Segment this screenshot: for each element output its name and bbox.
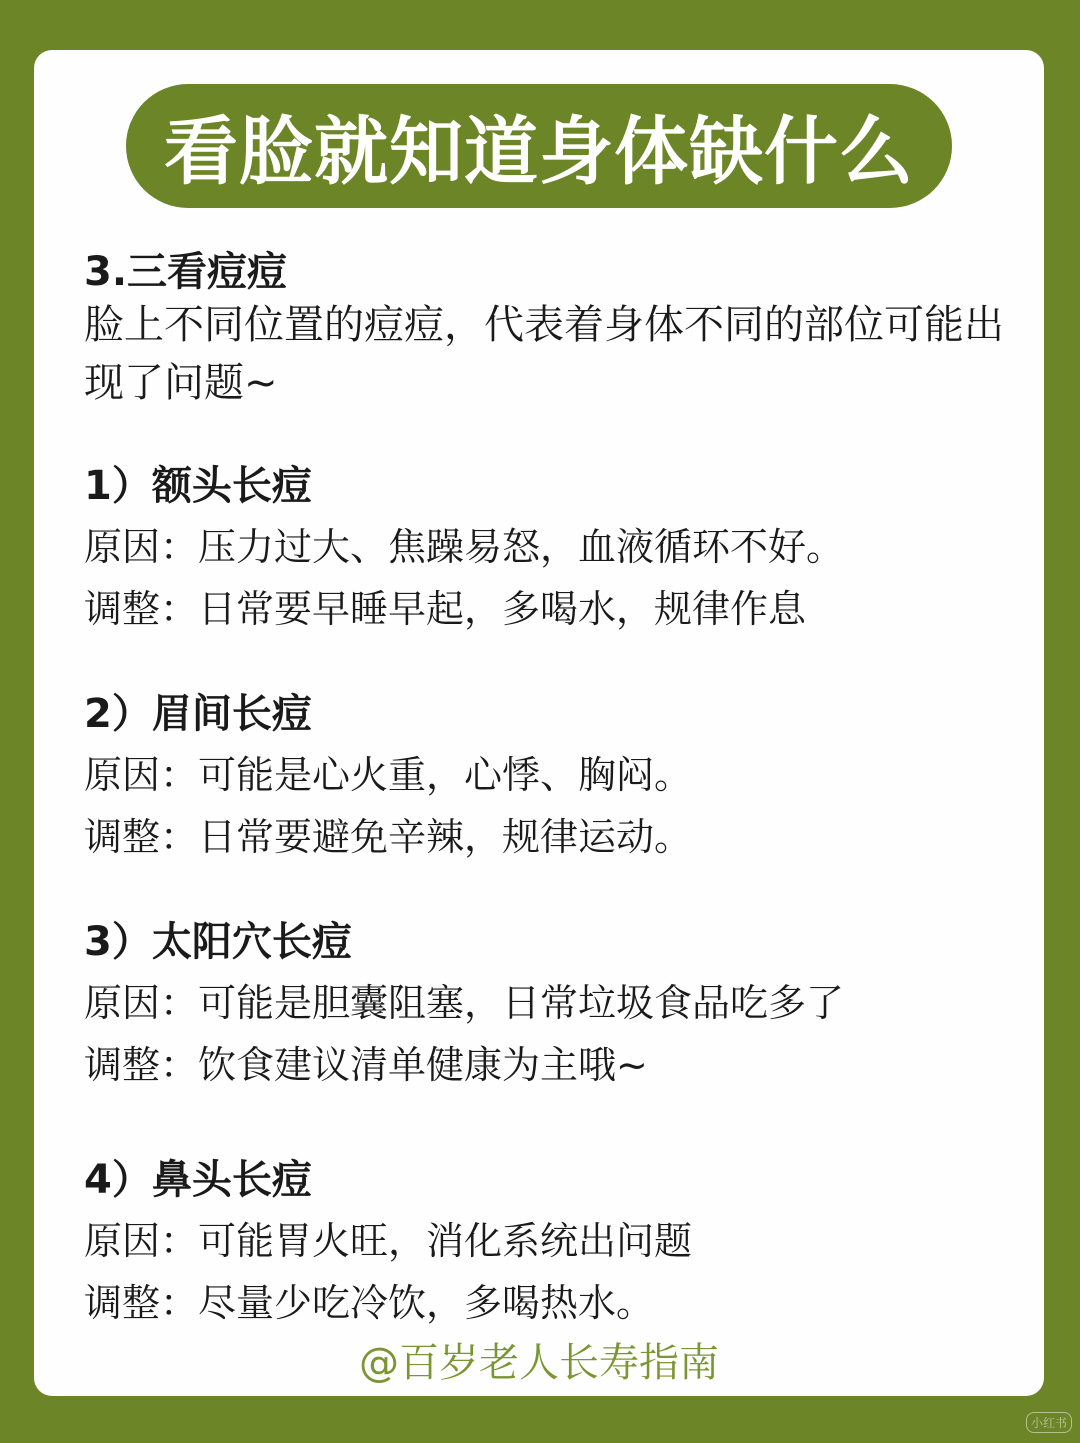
intro-paragraph: 脸上不同位置的痘痘，代表着身体不同的部位可能出现了问题~: [84, 302, 1004, 406]
title-banner: [126, 84, 952, 208]
section-nose: [84, 1150, 1014, 1334]
content-card: [34, 50, 1044, 1396]
section-temples: [84, 912, 1014, 1096]
page-title: 看脸就知道身体缺什么: [164, 109, 914, 195]
adjust-line: 调整：饮食建议清单健康为主哦~: [84, 1043, 648, 1087]
section-title: 2）眉间长痘: [84, 691, 312, 737]
article-body: [84, 248, 1014, 1334]
cause-line: 原因：可能是心火重，心悸、胸闷。: [84, 753, 693, 797]
platform-watermark: 小红书: [1026, 1412, 1072, 1433]
author-handle: @百岁老人长寿指南: [359, 1340, 719, 1386]
cause-line: 原因：可能是胆囊阻塞，日常垃圾食品吃多了: [84, 981, 845, 1025]
section-between-brows: [84, 684, 1014, 868]
adjust-line: 调整：日常要早睡早起，多喝水，规律作息: [84, 587, 807, 631]
adjust-line: 调整：尽量少吃冷饮，多喝热水。: [84, 1281, 655, 1325]
adjust-line: 调整：日常要避免辛辣，规律运动。: [84, 815, 693, 859]
section-forehead: [84, 456, 1014, 640]
section-title: 3）太阳穴长痘: [84, 919, 352, 965]
cause-line: 原因：可能胃火旺，消化系统出问题: [84, 1219, 693, 1263]
cause-line: 原因：压力过大、焦躁易怒，血液循环不好。: [84, 525, 845, 569]
section-heading: 3.三看痘痘: [84, 249, 288, 295]
section-title: 1）额头长痘: [84, 463, 312, 509]
section-title: 4）鼻头长痘: [84, 1157, 312, 1203]
